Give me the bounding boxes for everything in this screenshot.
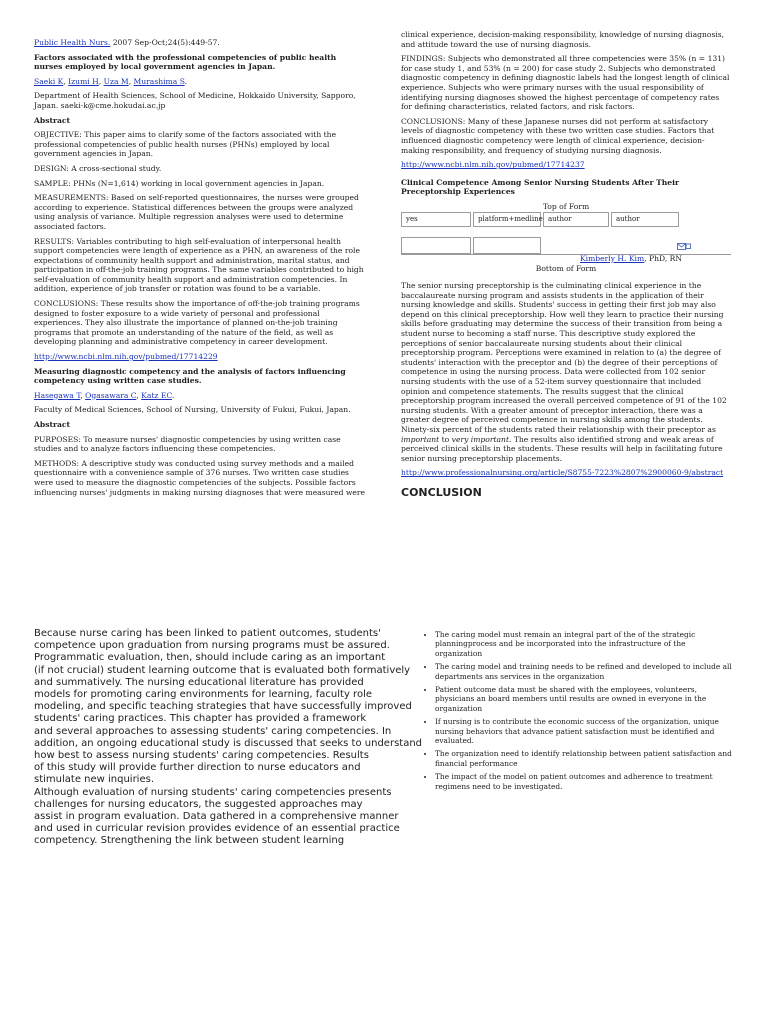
article2-authors: Hasegawa T, Ogasawara C, Katz EC. <box>34 390 175 400</box>
author-link-kim[interactable]: Kimberly H. Kim <box>579 253 645 263</box>
text-line: Because nurse caring has been linked to patient outcomes, students' <box>34 628 381 639</box>
text-line: stimulate new inquiries. <box>34 774 155 786</box>
body-text: to <box>439 434 452 444</box>
form-field-yes[interactable]: yes <box>401 212 471 227</box>
form-field-author-1[interactable]: author <box>543 212 609 227</box>
pubmed-link-2[interactable]: http://www.ncbi.nlm.nih.gov/pubmed/17714237 <box>401 160 585 170</box>
recommendations-list <box>418 630 734 795</box>
preceptorship-body <box>401 281 731 463</box>
article1-title: Factors associated with the professional competencies of public health nurses employed by local government agencies in Japan. <box>34 52 337 72</box>
text-line: Programmatic evaluation, then, should include caring as an important <box>34 652 386 664</box>
form-input-empty-1[interactable] <box>401 237 471 254</box>
form-divider <box>401 254 731 255</box>
author-link[interactable]: Ogasawara C <box>85 390 137 400</box>
list-item: • If nursing is to contribute the economic success of the organization, unique nursing behaviors that advance patient satisfaction must be identified and evaluated. <box>435 717 734 745</box>
form-row-1 <box>401 212 681 227</box>
form-input-empty-2[interactable] <box>473 237 541 254</box>
abstract-label-2: Abstract <box>34 420 71 429</box>
abstract-label: Abstract <box>34 115 71 125</box>
citation-details: 2007 Sep-Oct;24(5):449-57. <box>110 38 220 47</box>
findings-text: FINDINGS: Subjects who demonstrated all three competencies were 35% (n = 131) for case study 1, and 53% (n = 200) for case study 2. Subjects who demonstrated diagnostic competency in defining diagnostic labels had the longest length of clinical experience. Subjects who were primary nurses with the usual responsibility of identifying nursing diagnoses showed the highest percentage of competency rates for defining characteristics, related factors, and risk factors. <box>401 54 730 112</box>
objective-text: OBJECTIVE: This paper aims to clarify some of the factors associated with the professional competencies of public health nurses (PHNs) employed by local government agencies in Japan. <box>34 130 337 159</box>
text-line: of this study will provide further direction to nurse educators and <box>34 762 361 774</box>
results-text: RESULTS: Variables contributing to high self-evaluation of interpersonal health support competencies were length of experience as a PHN, an awareness of the role expectations of community health support and administration, marital status, and participation in off-the-job training programs. The same variables contributed to high self-evaluation of community health support and administration competencies. In addition, experience of job transfer or rotation was found to be a variable. <box>34 236 364 294</box>
bottom-of-form-label: Bottom of Form <box>535 263 597 273</box>
conclusion-heading: CONCLUSION <box>401 485 482 499</box>
design-text: DESIGN: A cross-sectional study. <box>34 163 162 173</box>
text-line: (if not crucial) student learning outcome that is evaluated both formatively <box>34 664 411 676</box>
author-link[interactable]: Izumi H <box>68 76 99 86</box>
body-text: . The results also identified strong and weak areas of perceived clinical skills in the students. These results will help in facilitating future senior nursing preceptorship placements. <box>401 434 723 463</box>
form-field-author-2[interactable]: author <box>611 212 679 227</box>
purposes-text: PURPOSES: To measure nurses' diagnostic competencies by using written case studies and to analyze factors influencing these competencies. <box>34 434 341 454</box>
text-line: competency. Strengthening the link between student learning <box>34 835 345 847</box>
author-link[interactable]: Murashima S <box>133 76 185 86</box>
article3-title: Clinical Competence Among Senior Nursing Students After Their Preceptorship Experiences <box>401 177 680 197</box>
email-icon[interactable] <box>677 242 691 252</box>
pubmed-link-1[interactable]: http://www.ncbi.nlm.nih.gov/pubmed/17714229 <box>34 352 218 362</box>
list-item: • Patient outcome data must be shared with the employees, volunteers, physicians an board members until results are owned in everyone in the organization <box>435 685 734 713</box>
text-line: competence upon graduation from nursing programs must be assured. <box>34 640 390 652</box>
text-line: and used in curricular revision provides evidence of an essential practice <box>34 823 400 835</box>
author-link[interactable]: Saeki K <box>34 76 64 86</box>
measurements-text: MEASUREMENTS: Based on self-reported questionnaires, the nurses were grouped according to experience. Statistical differences between the groups were analyzed using analysis of variance. Multiple regression analyses were used to determine associated factors. <box>34 193 359 231</box>
form-field-platform[interactable]: platform+medline <box>473 212 541 227</box>
continuation-text: clinical experience, decision-making responsibility, knowledge of nursing diagnosis, and attitude toward the use of nursing diagnosis. <box>401 30 725 49</box>
text-line: assist in program evaluation. Data gathered in a comprehensive manner <box>34 811 399 823</box>
article1-authors: Saeki K, Izumi H, Uza M, Murashima S. <box>34 76 188 86</box>
body-emphasis: important <box>401 434 440 444</box>
journal-link[interactable]: Public Health Nurs. <box>34 38 111 47</box>
article2-title: Measuring diagnostic competency and the analysis of factors influencing competency using written case studies. <box>34 366 346 386</box>
text-line: challenges for nursing educators, the suggested approaches may <box>34 798 363 810</box>
text-line: models for promoting caring environments for learning, faculty role <box>34 689 372 701</box>
pubmed-link-2-wrap <box>401 160 731 170</box>
body-emphasis: very important <box>451 434 510 444</box>
text-line: and summatively. The nursing educational literature has provided <box>34 676 364 688</box>
pubmed-link-1-wrap <box>34 352 366 362</box>
right-column <box>401 30 731 498</box>
text-line: modeling, and specific teaching strategies that have successfully improved <box>34 701 412 713</box>
list-item: • The caring model must remain an integral part of the of the strategic planningprocess and be incorporated into the infrastructure of the organization <box>435 630 734 658</box>
sample-text: SAMPLE: PHNs (N=1,614) working in local government agencies in Japan. <box>34 178 325 188</box>
author-link[interactable]: Hasegawa T <box>34 390 81 400</box>
citation <box>34 38 366 48</box>
author-suffix: , PhD, RN <box>644 253 683 263</box>
conclusions-text-2: CONCLUSIONS: Many of these Japanese nurses did not perform at satisfactory levels of diagnostic competency with these two written case studies. Factors that influenced diagnostic competency were length of clinical experience, decision-making responsibility, and frequency of studying nursing diagnosis. <box>401 116 715 155</box>
article1-affiliation: Department of Health Sciences, School of Medicine, Hokkaido University, Sapporo, Japan. saeki-k@cme.hokudai.ac.jp <box>34 91 356 110</box>
author-link[interactable]: Katz EC <box>141 390 172 400</box>
author-link[interactable]: Uza M <box>103 76 129 86</box>
search-form <box>401 202 731 264</box>
list-item: • The impact of the model on patient outcomes and adherence to treatment regimens need to be investigated. <box>435 772 734 791</box>
methods-text: METHODS: A descriptive study was conducted using survey methods and a mailed questionnaire with a convenience sample of 376 nurses. Two written case studies were used to measure the diagnostic competencies of the subjects. Possible factors influencing nurses' judgments in making nursing diagnoses that were measured were <box>34 458 366 497</box>
caring-conclusion-text <box>34 628 423 848</box>
conclusions-text: CONCLUSIONS: These results show the importance of off-the-job training programs designed to foster exposure to a wide variety of personal and professional experiences. They also illustrate the importance of planned on-the-job training programs that promote an understanding of the nature of the field, as well as developing planning and administrative competency in career development. <box>34 299 360 347</box>
text-line: addition, an ongoing educational study is discussed that seeks to understand <box>34 737 423 749</box>
text-line: Although evaluation of nursing students' caring competencies presents <box>34 786 392 798</box>
text-line: how best to assess nursing students' caring competencies. Results <box>34 750 369 762</box>
article-link-wrap <box>401 468 731 478</box>
article2-affiliation: Faculty of Medical Sciences, School of Nursing, University of Fukui, Fukui, Japan. <box>34 405 351 415</box>
text-line: and several approaches to assessing students' caring competencies. In <box>34 725 392 737</box>
article-link[interactable]: http://www.professionalnursing.org/article/S8755-7223%2807%2900060-9/abstract <box>401 468 724 478</box>
text-line: students' caring practices. This chapter has provided a framework <box>34 713 367 725</box>
form-row-2 <box>401 237 543 254</box>
body-text: The senior nursing preceptorship is the culminating clinical experience in the baccalaureate nursing program and assists students in the application of their nursing knowledge and skills. Students' success in getting their first job may also depend on this clinical preceptorship. How well they learn to practice their nursing skills before graduating may determine the success of their transition from being a student nurse to becoming a staff nurse. This descriptive study explored the perceptions of senior baccalaureate nursing students about their clinical preceptorship program. Perceptions were examined in relation to (a) the degree of students' interaction with the preceptor and (b) the degree of their perceptions of competence in using the nursing process. Data were collected from 102 senior nursing students with the use of a 52-item survey questionnaire that included opinion and competence statements. The results suggest that the clinical preceptorship program increased the overall perceived competence of 91 of the 102 nursing students. With a greater amount of preceptor interaction, there was a greater degree of perceived competence in nursing skills among the students. Ninety-six percent of the students rated their relationship with their preceptor as <box>401 281 727 434</box>
top-of-form-label: Top of Form <box>542 201 590 211</box>
list-item: • The organization need to identify relationship between patient satisfaction and financial performance <box>435 749 734 768</box>
list-item: • The caring model and training needs to be refined and developed to include all departments ans services in the organization <box>435 662 734 681</box>
left-column <box>34 38 366 502</box>
